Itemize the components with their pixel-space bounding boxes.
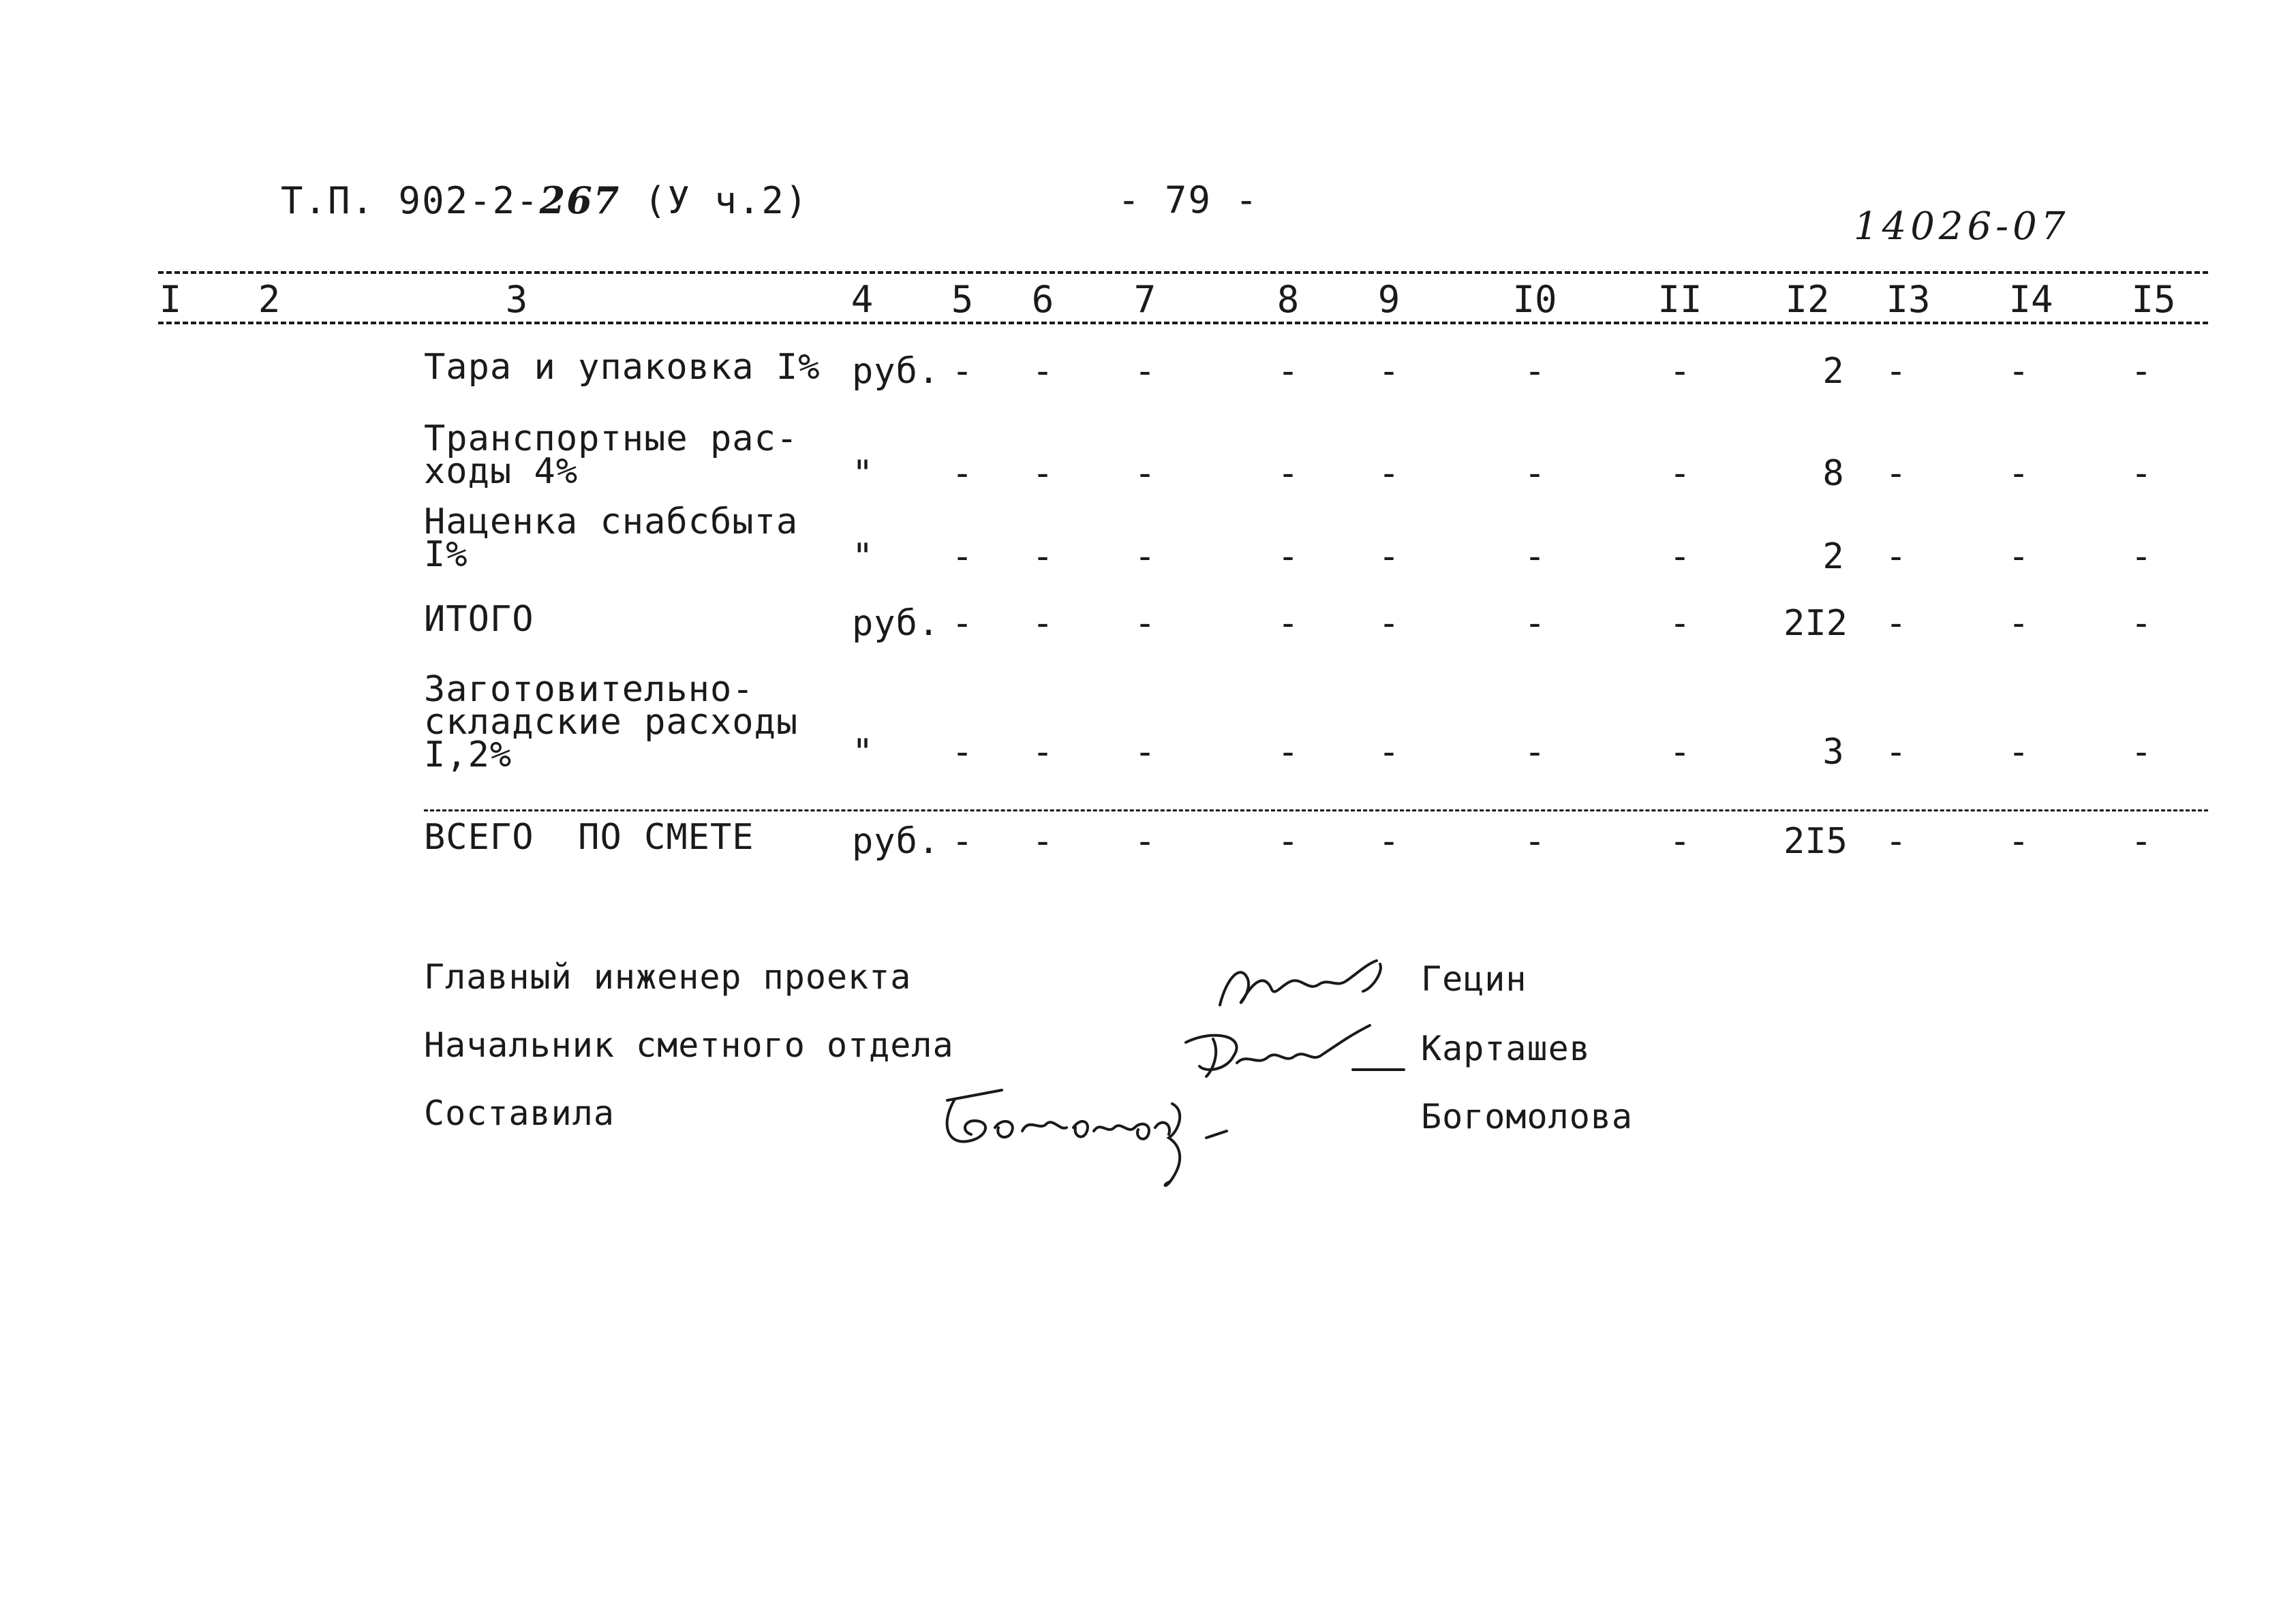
column-number: 9 bbox=[1377, 278, 1400, 321]
cell-col5: - bbox=[951, 351, 973, 392]
signature-role: Начальник сметного отдела bbox=[424, 1025, 954, 1065]
cell-col9: - bbox=[1378, 453, 1400, 494]
row-unit: " bbox=[852, 453, 874, 494]
cell-col9: - bbox=[1378, 351, 1400, 392]
handwritten-signature-chief-engineer bbox=[1206, 950, 1404, 1025]
column-number: I bbox=[159, 278, 182, 321]
cell-col10: - bbox=[1524, 821, 1546, 862]
cell-col12: 8 bbox=[1822, 453, 1844, 494]
cell-col10: - bbox=[1524, 351, 1546, 392]
cell-col8: - bbox=[1277, 351, 1299, 392]
column-number: I0 bbox=[1512, 278, 1557, 321]
column-number: 4 bbox=[851, 278, 874, 321]
column-number: 5 bbox=[951, 278, 974, 321]
cell-col7: - bbox=[1134, 821, 1156, 862]
row-unit: руб. bbox=[852, 603, 940, 644]
column-number: 8 bbox=[1276, 278, 1300, 321]
cell-col13: - bbox=[1885, 821, 1907, 862]
cell-col14: - bbox=[2008, 351, 2030, 392]
column-number: 2 bbox=[258, 278, 281, 321]
cell-col9: - bbox=[1378, 732, 1400, 773]
signature-name: Богомолова bbox=[1421, 1097, 1634, 1136]
column-number: I5 bbox=[2131, 278, 2176, 321]
signature-name: Гецин bbox=[1421, 959, 1527, 999]
row-label: Наценка снабсбыта I% bbox=[424, 501, 799, 575]
cell-col12: 2I5 bbox=[1784, 821, 1848, 862]
cell-col13: - bbox=[1885, 732, 1907, 773]
row-label: Тара и упаковка I% bbox=[424, 347, 821, 388]
cell-col12: 2 bbox=[1822, 351, 1844, 392]
cell-col15: - bbox=[2130, 536, 2152, 577]
cell-col7: - bbox=[1134, 536, 1156, 577]
column-number: 7 bbox=[1133, 278, 1157, 321]
column-number: 6 bbox=[1031, 278, 1054, 321]
handwritten-signature-compiler bbox=[927, 1063, 1308, 1199]
cell-col13: - bbox=[1885, 603, 1907, 644]
row-unit: " bbox=[852, 536, 874, 577]
cell-col9: - bbox=[1378, 603, 1400, 644]
archive-stamp-number: 14026-07 bbox=[1854, 204, 2070, 249]
cell-col13: - bbox=[1885, 453, 1907, 494]
cell-col10: - bbox=[1524, 453, 1546, 494]
row-label: ИТОГО bbox=[424, 599, 534, 640]
column-number: I2 bbox=[1785, 278, 1830, 321]
total-separator-rule bbox=[424, 809, 2208, 811]
cell-col5: - bbox=[951, 732, 973, 773]
signature-name: Карташев bbox=[1421, 1029, 1591, 1068]
cell-col8: - bbox=[1277, 536, 1299, 577]
cell-col7: - bbox=[1134, 603, 1156, 644]
cell-col8: - bbox=[1277, 821, 1299, 862]
cell-col15: - bbox=[2130, 603, 2152, 644]
cell-col9: - bbox=[1378, 536, 1400, 577]
cell-col14: - bbox=[2008, 821, 2030, 862]
cell-col6: - bbox=[1032, 821, 1054, 862]
row-unit: руб. bbox=[852, 821, 940, 862]
cell-col7: - bbox=[1134, 351, 1156, 392]
cell-col11: - bbox=[1669, 453, 1691, 494]
cell-col14: - bbox=[2008, 732, 2030, 773]
cell-col5: - bbox=[951, 536, 973, 577]
cell-col11: - bbox=[1669, 536, 1691, 577]
table-top-rule bbox=[158, 271, 2208, 274]
cell-col6: - bbox=[1032, 536, 1054, 577]
document-reference-suffix: (У ч.2) bbox=[643, 179, 809, 222]
cell-col12: 3 bbox=[1822, 732, 1844, 773]
row-unit: " bbox=[852, 732, 874, 773]
cell-col5: - bbox=[951, 603, 973, 644]
cell-col11: - bbox=[1669, 351, 1691, 392]
cell-col8: - bbox=[1277, 603, 1299, 644]
row-label: Транспортные рас- ходы 4% bbox=[424, 418, 799, 492]
cell-col8: - bbox=[1277, 453, 1299, 494]
signature-role: Составила bbox=[424, 1094, 615, 1133]
cell-col15: - bbox=[2130, 351, 2152, 392]
cell-col5: - bbox=[951, 453, 973, 494]
cell-col11: - bbox=[1669, 603, 1691, 644]
signature-role: Главный инженер проекта bbox=[424, 957, 912, 997]
column-number: I3 bbox=[1886, 278, 1931, 321]
row-unit: руб. bbox=[852, 351, 940, 392]
cell-col14: - bbox=[2008, 453, 2030, 494]
cell-col7: - bbox=[1134, 732, 1156, 773]
cell-col15: - bbox=[2130, 732, 2152, 773]
cell-col6: - bbox=[1032, 603, 1054, 644]
cell-col10: - bbox=[1524, 732, 1546, 773]
column-number: 3 bbox=[505, 278, 528, 321]
cell-col14: - bbox=[2008, 603, 2030, 644]
document-reference-prefix: Т.П. 902-2- bbox=[281, 179, 540, 222]
cell-col6: - bbox=[1032, 453, 1054, 494]
cell-col14: - bbox=[2008, 536, 2030, 577]
document-reference bbox=[281, 179, 808, 222]
cell-col6: - bbox=[1032, 732, 1054, 773]
table-header-bottom-rule bbox=[158, 322, 2208, 324]
column-number: I4 bbox=[2008, 278, 2053, 321]
row-label: ВСЕГО ПО СМЕТЕ bbox=[424, 817, 754, 858]
cell-col15: - bbox=[2130, 453, 2152, 494]
cell-col11: - bbox=[1669, 821, 1691, 862]
page-number: - 79 - bbox=[1118, 179, 1259, 221]
cell-col9: - bbox=[1378, 821, 1400, 862]
column-number: II bbox=[1657, 278, 1702, 321]
cell-col6: - bbox=[1032, 351, 1054, 392]
cell-col12: 2I2 bbox=[1784, 603, 1848, 644]
cell-col10: - bbox=[1524, 603, 1546, 644]
cell-col13: - bbox=[1885, 351, 1907, 392]
cell-col5: - bbox=[951, 821, 973, 862]
document-reference-number: 267 bbox=[539, 179, 621, 222]
cell-col15: - bbox=[2130, 821, 2152, 862]
cell-col8: - bbox=[1277, 732, 1299, 773]
cell-col11: - bbox=[1669, 732, 1691, 773]
cell-col10: - bbox=[1524, 536, 1546, 577]
row-label: Заготовительно- складские расходы I,2% bbox=[424, 669, 799, 775]
cell-col13: - bbox=[1885, 536, 1907, 577]
cell-col12: 2 bbox=[1822, 536, 1844, 577]
cell-col7: - bbox=[1134, 453, 1156, 494]
